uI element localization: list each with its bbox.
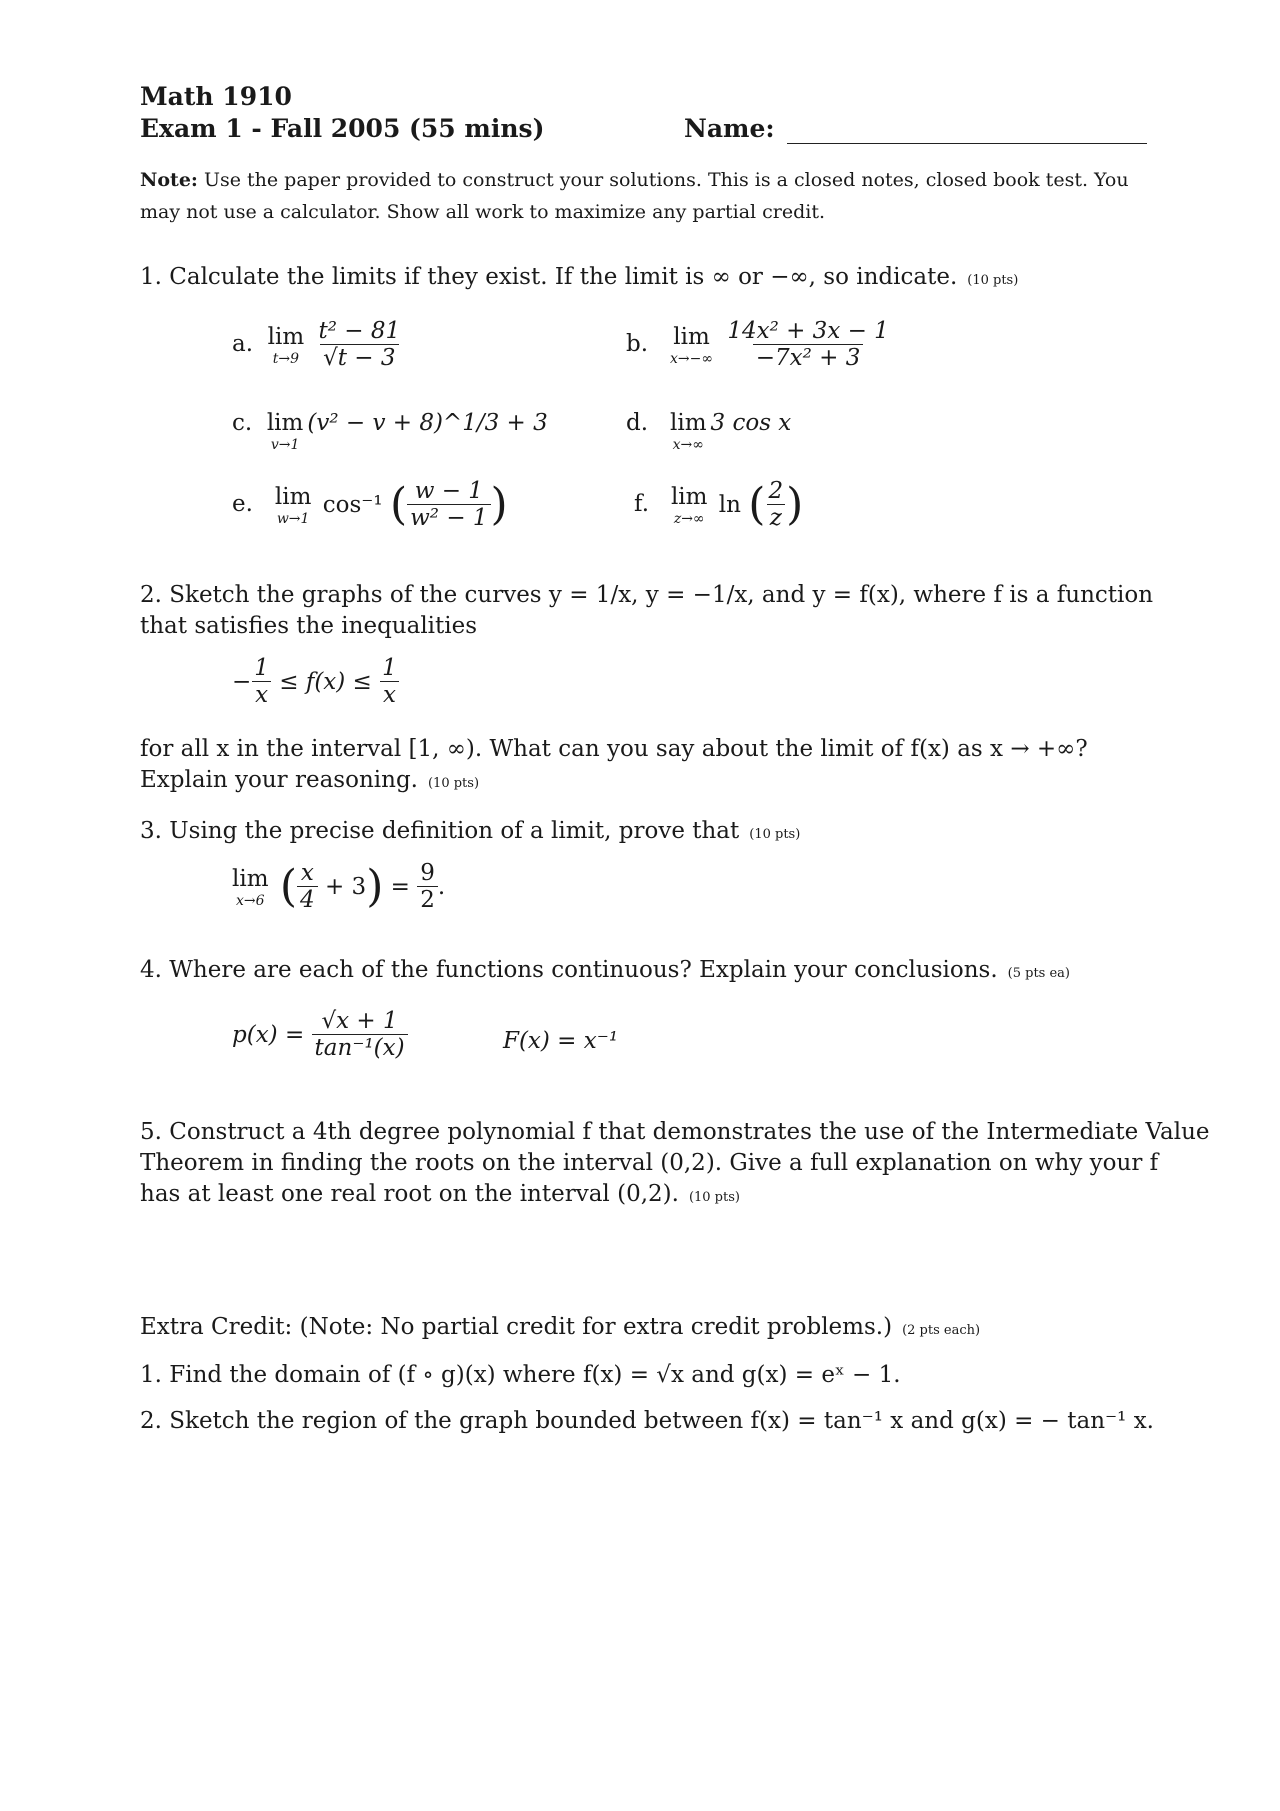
q2-num-right: 1 — [382, 655, 397, 681]
q1b-label: b. — [626, 330, 649, 357]
q1d-label: d. — [626, 410, 649, 436]
q1d — [626, 410, 791, 452]
q4-p — [232, 1008, 408, 1062]
q1f-num: 2 — [768, 478, 784, 504]
q5-line1: 5. Construct a 4th degree polynomial f that demonstrates the use of the Intermediate Value — [140, 1119, 1210, 1145]
q4-p-den: tan⁻¹(x) — [312, 1034, 408, 1061]
q1c — [232, 410, 548, 452]
q3-prompt: 3. Using the precise definition of a limit, prove that — [140, 818, 740, 844]
q2-den-right: x — [380, 681, 399, 708]
extra-heading — [140, 1312, 980, 1346]
q1b-den: −7x² + 3 — [753, 344, 864, 371]
lim: lim — [266, 410, 304, 436]
q1a-den: √t − 3 — [320, 344, 398, 371]
q5-line3: has at least one real root on the interval (0,2). — [140, 1181, 679, 1207]
q2-inequality: − $\frac{1}{x}$ ≤ f(x) ≤ $\frac{1}{x}$ — [232, 655, 400, 709]
note-line1: Use the paper provided to construct your solutions. This is a closed notes, closed book test. You — [197, 169, 1129, 191]
q1b-num: 14x² + 3x − 1 — [727, 318, 889, 344]
q1a — [232, 318, 403, 372]
q2-num-left: 1 — [254, 655, 269, 681]
exam-title: Exam 1 - Fall 2005 (55 mins) — [140, 114, 545, 143]
q1f: f. lim z→∞ ln ( $\frac{2}{z}$ ) — [634, 478, 804, 532]
q1e-sub: w→1 — [276, 510, 310, 527]
lim: lim — [670, 483, 708, 510]
q1e-func: cos⁻¹ — [322, 491, 383, 518]
q2-text-2 — [140, 734, 1088, 799]
q2-points: (10 pts) — [427, 776, 480, 791]
q2-den-left: x — [252, 681, 271, 708]
q4-p-num: √x + 1 — [321, 1008, 398, 1034]
name-field[interactable] — [684, 114, 1147, 144]
q3-expr: lim x→6 ( $\frac{x}{4}$ + 3) = $\frac{9}{2}$ . — [232, 860, 446, 914]
q2-text — [140, 580, 1153, 642]
extra-item-1: 1. Find the domain of (f ∘ g)(x) where f(x) = √x and g(x) = eˣ − 1. — [140, 1362, 901, 1388]
lim: lim — [673, 323, 710, 350]
q1d-sub: x→∞ — [672, 437, 704, 453]
q1c-sub: v→1 — [270, 437, 300, 453]
lim: lim — [267, 323, 305, 350]
q1-text — [140, 262, 1018, 296]
q4-points: (5 pts ea) — [1007, 966, 1070, 981]
name-label: Name: — [684, 114, 775, 143]
q1b-sub: x→−∞ — [669, 350, 714, 367]
q5-line2: Theorem in finding the roots on the interval (0,2). Give a full explanation on why your f — [140, 1150, 1159, 1176]
q2-line2: that satisfies the inequalities — [140, 613, 478, 639]
q1b — [626, 318, 892, 372]
extra-points: (2 pts each) — [902, 1323, 981, 1338]
q1c-expr: (v² − v + 8)^1/3 + 3 — [307, 410, 548, 436]
q1-points: (10 pts) — [967, 273, 1019, 288]
q1e-label: e. — [232, 490, 253, 517]
lim: lim — [669, 410, 707, 436]
note-line2: may not use a calculator. Show all work to maximize any partial credit. — [140, 201, 826, 223]
q4-F: F(x) = x⁻¹ — [503, 1028, 619, 1054]
q4-text — [140, 955, 1070, 989]
q3-plus: + 3 — [324, 873, 367, 900]
q1f-func: ln — [718, 491, 741, 518]
extra-heading-text: Extra Credit: (Note: No partial credit for extra credit problems.) — [140, 1314, 893, 1340]
q3-rnum: 9 — [420, 860, 435, 886]
q1e-den: w² − 1 — [407, 504, 490, 531]
note — [140, 164, 1129, 228]
q1f-sub: z→∞ — [673, 510, 705, 527]
q3-num: x — [300, 860, 314, 886]
q2-line3: for all x in the interval [1, ∞). What can you say about the limit of f(x) as x → +∞? — [140, 736, 1088, 762]
q1a-label: a. — [232, 330, 254, 357]
q2-line4: Explain your reasoning. — [140, 767, 418, 793]
q1a-sub: t→9 — [272, 350, 300, 367]
q5-points: (10 pts) — [688, 1190, 740, 1205]
q4-prompt: 4. Where are each of the functions continuous? Explain your conclusions. — [140, 957, 998, 983]
q5-text — [140, 1117, 1210, 1213]
name-blank[interactable] — [787, 114, 1147, 144]
q3-rden: 2 — [417, 886, 438, 913]
q1e-num: w − 1 — [414, 478, 483, 504]
course-title: Math 1910 — [140, 82, 292, 111]
q2-line1: 2. Sketch the graphs of the curves y = 1/x, y = −1/x, and y = f(x), where f is a function — [140, 582, 1154, 608]
q3-den: 4 — [297, 886, 318, 913]
q3-sub: x→6 — [235, 892, 265, 909]
q3-text — [140, 816, 800, 850]
q1f-den: z — [767, 504, 785, 531]
q4-p-lhs: p(x) = — [232, 1021, 305, 1048]
q1f-label: f. — [634, 490, 650, 517]
lim: lim — [274, 483, 312, 510]
q1d-expr: 3 cos x — [710, 410, 792, 436]
extra-item-2: 2. Sketch the region of the graph bounded between f(x) = tan⁻¹ x and g(x) = − tan⁻¹ x. — [140, 1408, 1154, 1434]
note-label: Note: — [140, 169, 198, 191]
q1c-label: c. — [232, 410, 253, 436]
q2-ineq-mid: ≤ f(x) ≤ — [279, 668, 372, 695]
q1-prompt: 1. Calculate the limits if they exist. If the limit is ∞ or −∞, so indicate. — [140, 264, 958, 290]
lim: lim — [232, 865, 269, 892]
q1e: e. lim w→1 cos⁻¹ ( $\frac{w - 1}{\text{w² − 1}}$ ) — [232, 478, 508, 532]
q1a-num: t² − 81 — [318, 318, 401, 344]
q3-points: (10 pts) — [749, 827, 801, 842]
